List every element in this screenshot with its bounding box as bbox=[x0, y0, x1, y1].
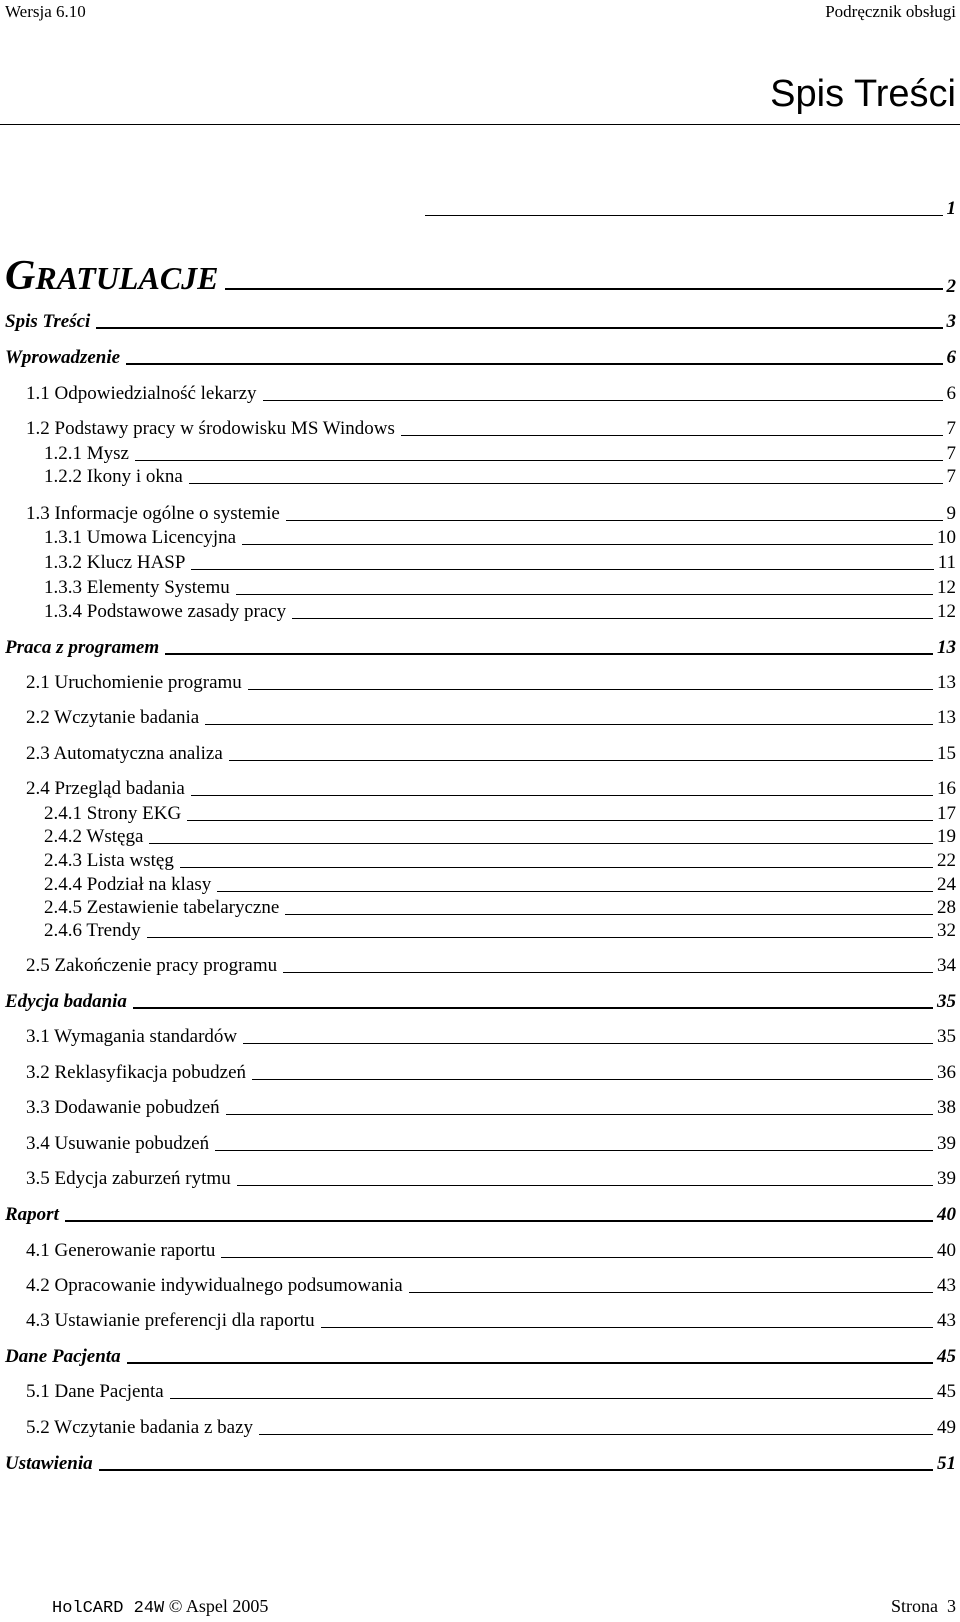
toc-entry-label: 2.4.3 Lista wstęg bbox=[44, 850, 174, 871]
toc-entry-label: 3.4 Usuwanie pobudzeń bbox=[26, 1133, 210, 1154]
toc-entry-page: 6 bbox=[946, 383, 956, 404]
toc-entry-label: 2.4 Przegląd badania bbox=[26, 778, 185, 799]
toc-entry-label: 1.2 Podstawy pracy w środowisku MS Windows bbox=[26, 418, 395, 439]
toc-entry[interactable] bbox=[26, 418, 956, 440]
toc-entry-page: 43 bbox=[937, 1275, 956, 1296]
toc-entry-label: 3.5 Edycja zaburzeń rytmu bbox=[26, 1168, 231, 1189]
toc-entry[interactable] bbox=[44, 803, 956, 825]
toc-entry[interactable] bbox=[26, 1310, 956, 1332]
toc-entry-page: 7 bbox=[946, 418, 956, 439]
toc-leader-line bbox=[259, 1434, 933, 1435]
toc-leader-line bbox=[170, 1398, 933, 1399]
toc-entry[interactable] bbox=[26, 672, 956, 694]
toc-entry-page: 39 bbox=[937, 1133, 956, 1154]
toc-entry-label: 1.3.3 Elementy Systemu bbox=[44, 577, 230, 598]
toc-entry-label: Dane Pacjenta bbox=[5, 1346, 121, 1367]
toc-entry[interactable] bbox=[5, 1453, 956, 1475]
toc-leader-line bbox=[180, 867, 933, 868]
toc-leader-line bbox=[401, 435, 943, 436]
toc-leader-line bbox=[133, 1007, 933, 1009]
toc-entry-label: Praca z programem bbox=[5, 637, 160, 658]
toc-entry[interactable] bbox=[26, 1381, 956, 1403]
toc-entry-page: 13 bbox=[937, 672, 956, 693]
toc-entry-page: 17 bbox=[937, 803, 956, 824]
toc-entry-label-initial: G bbox=[5, 253, 36, 299]
toc-leader-line bbox=[187, 820, 933, 821]
toc-leader-line bbox=[226, 1114, 933, 1115]
toc-entry-label: Wprowadzenie bbox=[5, 347, 121, 368]
toc-leader-line bbox=[127, 1362, 933, 1364]
toc-entry-page: 35 bbox=[937, 1026, 956, 1047]
toc-entry-page: 6 bbox=[946, 347, 956, 368]
toc-entry-page: 7 bbox=[946, 466, 956, 487]
footer-page-label: Strona bbox=[891, 1596, 938, 1616]
toc-entry[interactable] bbox=[26, 383, 956, 405]
toc-leader-line bbox=[283, 972, 933, 973]
toc-entry-label: 3.2 Reklasyfikacja pobudzeń bbox=[26, 1062, 247, 1083]
toc-entry-label-rest: RATULACJE bbox=[35, 260, 219, 296]
toc-entry[interactable] bbox=[44, 897, 956, 919]
toc-entry[interactable] bbox=[5, 198, 956, 220]
toc-leader-line bbox=[263, 400, 943, 401]
toc-entry[interactable] bbox=[26, 1026, 956, 1048]
toc-entry-page: 40 bbox=[937, 1240, 956, 1261]
toc-leader-line bbox=[221, 1257, 933, 1258]
toc-entry[interactable] bbox=[44, 826, 956, 848]
toc-entry-label: Spis Treści bbox=[5, 311, 91, 332]
footer-product-name: HolCARD 24W bbox=[52, 1599, 165, 1618]
toc-entry-label: Raport bbox=[5, 1204, 59, 1225]
toc-entry-page: 39 bbox=[937, 1168, 956, 1189]
toc-entry-label: 1.3.1 Umowa Licencyjna bbox=[44, 527, 237, 548]
toc-entry-label: 4.3 Ustawianie preferencji dla raportu bbox=[26, 1310, 315, 1331]
toc-entry-label: 2.4.6 Trendy bbox=[44, 920, 141, 941]
toc-entry-page: 22 bbox=[937, 850, 956, 871]
toc-entry-page: 34 bbox=[937, 955, 956, 976]
toc-entry[interactable] bbox=[26, 707, 956, 729]
toc-leader-line bbox=[237, 1185, 933, 1186]
toc-entry-label bbox=[5, 252, 219, 300]
toc-entry-page: 19 bbox=[937, 826, 956, 847]
toc-entry-page: 24 bbox=[937, 874, 956, 895]
toc-entry-page: 36 bbox=[937, 1062, 956, 1083]
toc-leader-line bbox=[292, 618, 933, 619]
toc-leader-line bbox=[286, 520, 943, 521]
toc-entry[interactable] bbox=[26, 778, 956, 800]
toc-leader-line bbox=[65, 1220, 933, 1222]
toc-leader-line bbox=[217, 891, 933, 892]
toc-entry-page: 7 bbox=[946, 443, 956, 464]
toc-entry[interactable] bbox=[44, 601, 956, 623]
toc-entry-label: 1.3 Informacje ogólne o systemie bbox=[26, 503, 280, 524]
toc-entry-page: 32 bbox=[937, 920, 956, 941]
toc-entry-page: 9 bbox=[946, 503, 956, 524]
toc-entry[interactable] bbox=[5, 1346, 956, 1368]
toc-leader-line bbox=[236, 594, 933, 595]
toc-entry-page: 38 bbox=[937, 1097, 956, 1118]
toc-entry[interactable] bbox=[26, 743, 956, 765]
footer-page-number: 3 bbox=[947, 1596, 956, 1616]
toc-entry[interactable] bbox=[5, 991, 956, 1013]
toc-entry-page: 15 bbox=[937, 743, 956, 764]
toc-entry-label: Edycja badania bbox=[5, 991, 127, 1012]
toc-entry[interactable] bbox=[44, 466, 956, 488]
toc-entry[interactable] bbox=[26, 1133, 956, 1155]
toc-entry-page: 28 bbox=[937, 897, 956, 918]
toc-entry[interactable] bbox=[44, 577, 956, 599]
toc-leader-line bbox=[229, 760, 933, 761]
toc-leader-line bbox=[205, 724, 933, 725]
toc-entry-label: 2.1 Uruchomienie programu bbox=[26, 672, 242, 693]
toc-entry[interactable] bbox=[26, 1240, 956, 1262]
toc-entry[interactable] bbox=[5, 347, 956, 369]
toc-leader-line bbox=[126, 363, 942, 365]
toc-entry-page: 51 bbox=[937, 1453, 956, 1474]
toc-entry-label: 2.5 Zakończenie pracy programu bbox=[26, 955, 278, 976]
toc-leader-line bbox=[409, 1292, 933, 1293]
toc-entry-label: 3.1 Wymagania standardów bbox=[26, 1026, 238, 1047]
toc-entry-label: 2.4.2 Wstęga bbox=[44, 826, 144, 847]
toc-entry-label: 1.2.2 Ikony i okna bbox=[44, 466, 183, 487]
toc-entry-page: 13 bbox=[937, 637, 956, 658]
toc-entry-label: 5.2 Wczytanie badania z bazy bbox=[26, 1417, 254, 1438]
toc-leader-line bbox=[147, 937, 933, 938]
toc-entry[interactable] bbox=[5, 252, 956, 300]
toc-entry-page: 3 bbox=[946, 311, 956, 332]
toc-entry[interactable] bbox=[44, 527, 956, 549]
toc-entry-label: 4.1 Generowanie raportu bbox=[26, 1240, 216, 1261]
toc-entry-page: 35 bbox=[937, 991, 956, 1012]
toc-entry-label: 5.1 Dane Pacjenta bbox=[26, 1381, 164, 1402]
toc-entry-label: 2.4.5 Zestawienie tabelaryczne bbox=[44, 897, 280, 918]
toc-entry-label: 1.2.1 Mysz bbox=[44, 443, 129, 464]
toc-entry[interactable] bbox=[44, 920, 956, 942]
toc-entry-page: 40 bbox=[937, 1204, 956, 1225]
footer-product bbox=[52, 1596, 268, 1618]
toc-entry-label: 1.3.4 Podstawowe zasady pracy bbox=[44, 601, 287, 622]
toc-entry[interactable] bbox=[44, 850, 956, 872]
toc-leader-line bbox=[191, 569, 933, 570]
toc-leader-line bbox=[135, 460, 943, 461]
toc-leader-line bbox=[252, 1079, 933, 1080]
toc-leader-line bbox=[99, 1469, 933, 1471]
toc-entry-label: 4.2 Opracowanie indywidualnego podsumowania bbox=[26, 1275, 403, 1296]
toc-entry[interactable] bbox=[5, 311, 956, 333]
toc-entry-label: 2.4.1 Strony EKG bbox=[44, 803, 182, 824]
toc-entry-label: Ustawienia bbox=[5, 1453, 93, 1474]
toc-leader-line bbox=[243, 1043, 933, 1044]
toc-entry[interactable] bbox=[5, 637, 956, 659]
toc-entry[interactable] bbox=[44, 874, 956, 896]
footer-page bbox=[891, 1596, 956, 1617]
toc-leader-line bbox=[191, 795, 933, 796]
toc-entry-page: 45 bbox=[937, 1346, 956, 1367]
footer-copyright: © Aspel 2005 bbox=[168, 1596, 269, 1616]
toc-entry-label: 1.3.2 Klucz HASP bbox=[44, 552, 186, 573]
toc-leader-line bbox=[425, 215, 943, 216]
toc-entry[interactable] bbox=[5, 1204, 956, 1226]
toc-entry-page: 45 bbox=[937, 1381, 956, 1402]
toc-entry-label: 3.3 Dodawanie pobudzeń bbox=[26, 1097, 220, 1118]
toc-entry[interactable] bbox=[26, 1275, 956, 1297]
toc-entry-page: 11 bbox=[937, 552, 956, 573]
toc-entry-label: 2.2 Wczytanie badania bbox=[26, 707, 200, 728]
toc-leader-line bbox=[225, 288, 943, 290]
toc-entry-label: 1.1 Odpowiedzialność lekarzy bbox=[26, 383, 257, 404]
toc-leader-line bbox=[149, 843, 933, 844]
toc-entry-page: 10 bbox=[937, 527, 956, 548]
toc-entry-page: 12 bbox=[937, 577, 956, 598]
toc-entry[interactable] bbox=[26, 1097, 956, 1119]
toc-entry-page: 13 bbox=[937, 707, 956, 728]
toc-entry[interactable] bbox=[26, 503, 956, 525]
toc-leader-line bbox=[189, 483, 943, 484]
page-title: Spis Treści bbox=[770, 73, 956, 115]
toc-leader-line bbox=[242, 544, 933, 545]
toc-entry-page: 43 bbox=[937, 1310, 956, 1331]
toc-leader-line bbox=[285, 914, 933, 915]
toc-entry-page: 2 bbox=[946, 276, 956, 297]
toc-leader-line bbox=[165, 653, 933, 655]
toc-entry-page: 12 bbox=[937, 601, 956, 622]
toc-entry[interactable] bbox=[26, 955, 956, 977]
header-manual-title: Podręcznik obsługi bbox=[825, 2, 956, 21]
toc-entry[interactable] bbox=[44, 552, 956, 574]
toc-entry-page: 1 bbox=[946, 198, 956, 219]
toc-leader-line bbox=[321, 1327, 933, 1328]
toc-leader-line bbox=[96, 327, 942, 329]
toc-entry[interactable] bbox=[26, 1062, 956, 1084]
toc-entry[interactable] bbox=[26, 1168, 956, 1190]
toc-entry-page: 49 bbox=[937, 1417, 956, 1438]
toc-entry-page: 16 bbox=[937, 778, 956, 799]
toc-entry-label: 2.3 Automatyczna analiza bbox=[26, 743, 223, 764]
toc-entry[interactable] bbox=[44, 443, 956, 465]
toc-entry[interactable] bbox=[26, 1417, 956, 1439]
toc-entry-label: 2.4.4 Podział na klasy bbox=[44, 874, 212, 895]
header-version: Wersja 6.10 bbox=[5, 2, 86, 21]
toc-leader-line bbox=[248, 689, 933, 690]
toc-leader-line bbox=[215, 1150, 933, 1151]
